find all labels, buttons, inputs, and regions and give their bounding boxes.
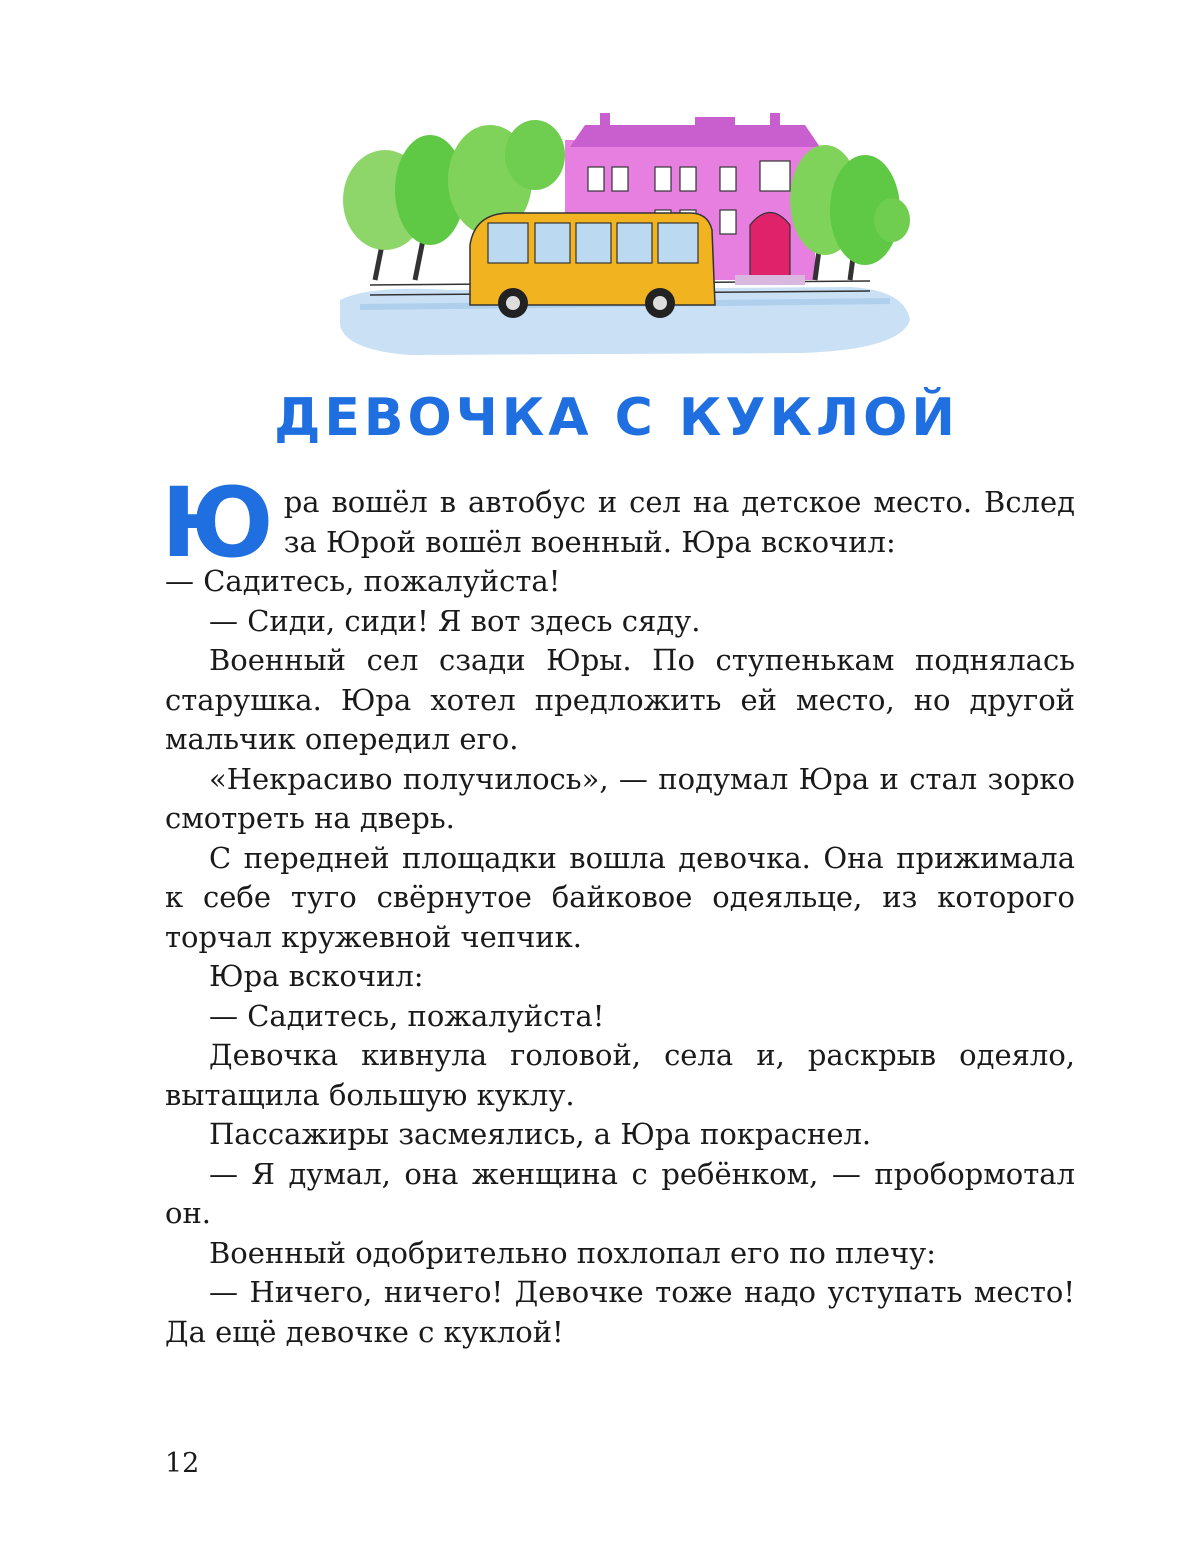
paragraph: — Ничего, ничего! Девочке тоже надо уступать место! Да ещё девочке с куклой!: [165, 1275, 1075, 1349]
paragraph: Девочка кивнула головой, села и, раскрыв одеяло, вытащила большую куклу.: [165, 1038, 1075, 1112]
paragraph: — Садитесь, пожалуйста!: [209, 998, 605, 1033]
paragraph: Военный сел сзади Юры. По ступенькам поднялась старушка. Юра хотел предложить ей место, но другой мальчик опередил его.: [165, 643, 1075, 756]
first-paragraph-text: ра вошёл в автобус и сел на детское место. Вслед за Юрой вошёл военный. Юра вскочил:: [283, 485, 1075, 559]
bus-and-building-illustration: [330, 95, 915, 365]
yellow-bus: [470, 213, 715, 318]
paragraph: Военный одобрительно похлопал его по плечу:: [209, 1235, 937, 1270]
paragraph: — Сиди, сиди! Я вот здесь сяду.: [209, 603, 701, 638]
drop-cap: Ю: [161, 467, 274, 579]
story-text: [161, 467, 1075, 1352]
paragraph: Юра вскочил:: [209, 959, 424, 993]
paragraph: «Некрасиво получилось», — подумал Юра и стал зорко смотреть на дверь.: [165, 761, 1075, 835]
first-paragraph: [161, 467, 1075, 579]
illustration-svg: [330, 95, 915, 365]
story-title: ДЕВОЧКА С КУКЛОЙ: [274, 388, 959, 448]
paragraph: — Я думал, она женщина с ребёнком, — пробормотал он.: [165, 1156, 1075, 1230]
paragraph: — Садитесь, пожалуйста!: [165, 564, 561, 598]
paragraph: Пассажиры засмеялись, а Юра покраснел.: [209, 1117, 872, 1151]
page-number: 12: [165, 1448, 200, 1479]
paragraph: С передней площадки вошла девочка. Она прижимала к себе туго свёрнутое байковое одеяльце, из которого торчал кружевной чепчик.: [165, 840, 1075, 954]
